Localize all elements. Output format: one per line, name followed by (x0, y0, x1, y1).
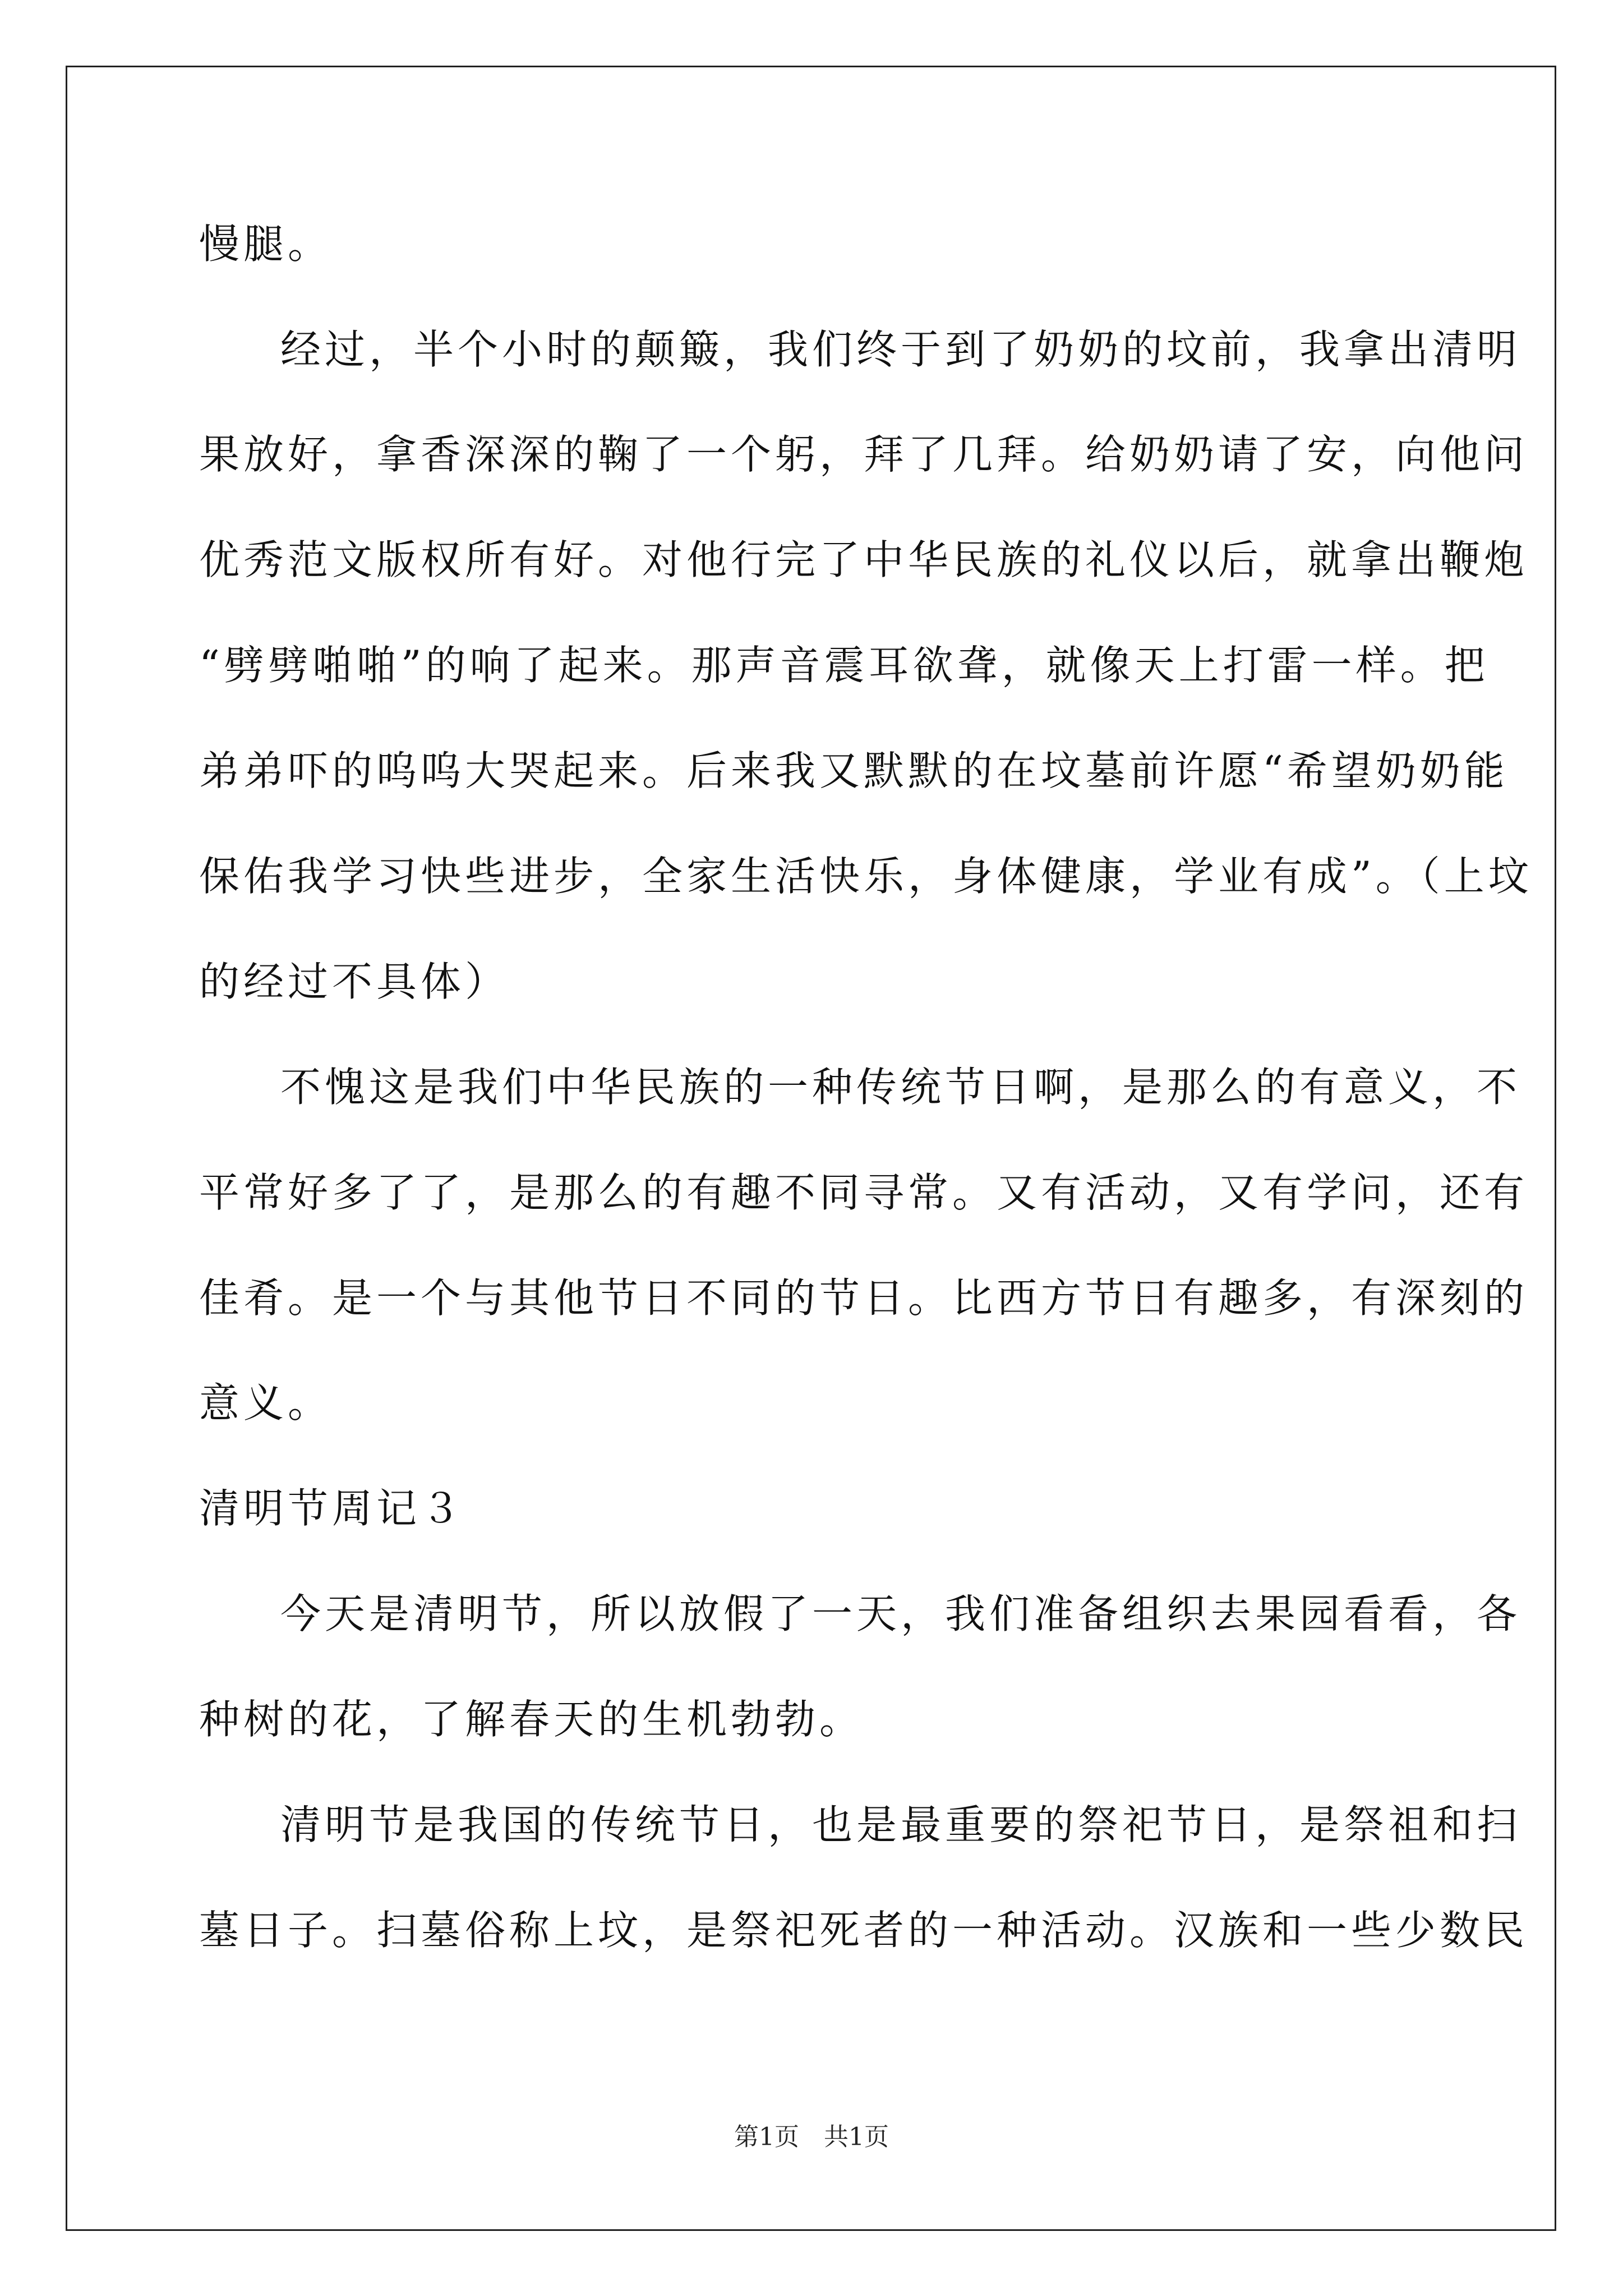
text-line: 的经过不具体） (199, 958, 510, 1005)
paragraph-first-line: 今天是清明节，所以放假了一天，我们准备组织去果园看看，各 (280, 1590, 1521, 1637)
text-line: “劈劈啪啪”的响了起来。那声音震耳欲聋，就像天上打雷一样。把 (199, 642, 1489, 689)
paragraph-first-line: 清明节是我国的传统节日，也是最重要的祭祀节日，是祭祖和扫 (280, 1801, 1521, 1848)
section-heading: 清明节周记３ (199, 1485, 465, 1532)
text-line: 意义。 (199, 1379, 333, 1427)
text-line: 弟弟吓的呜呜大哭起来。后来我又默默的在坟墓前许愿“希望奶奶能 (199, 747, 1509, 794)
text-line: 优秀范文版权所有好。对他行完了中华民族的礼仪以后，就拿出鞭炮 (199, 536, 1529, 583)
text-line: 佳肴。是一个与其他节日不同的节日。比西方节日有趣多，有深刻的 (199, 1274, 1529, 1322)
text-line: 保佑我学习快些进步，全家生活快乐，身体健康，学业有成”。（上坟 (199, 853, 1533, 900)
paragraph-first-line: 不愧这是我们中华民族的一种传统节日啊，是那么的有意义，不 (280, 1064, 1521, 1111)
text-line: 种树的花，了解春天的生机勃勃。 (199, 1696, 864, 1743)
text-line: 墓日子。扫墓俗称上坟，是祭祀死者的一种活动。汉族和一些少数民 (199, 1907, 1529, 1954)
text-line: 果放好，拿香深深的鞠了一个躬，拜了几拜。给奶奶请了安，向他问 (199, 431, 1529, 478)
text-line: 慢腿。 (199, 220, 333, 268)
page-number-footer: 第1页 共1页 (734, 2123, 889, 2151)
paragraph-first-line: 经过，半个小时的颠簸，我们终于到了奶奶的坟前，我拿出清明 (280, 326, 1521, 373)
text-line: 平常好多了了，是那么的有趣不同寻常。又有活动，又有学问，还有 (199, 1169, 1529, 1216)
